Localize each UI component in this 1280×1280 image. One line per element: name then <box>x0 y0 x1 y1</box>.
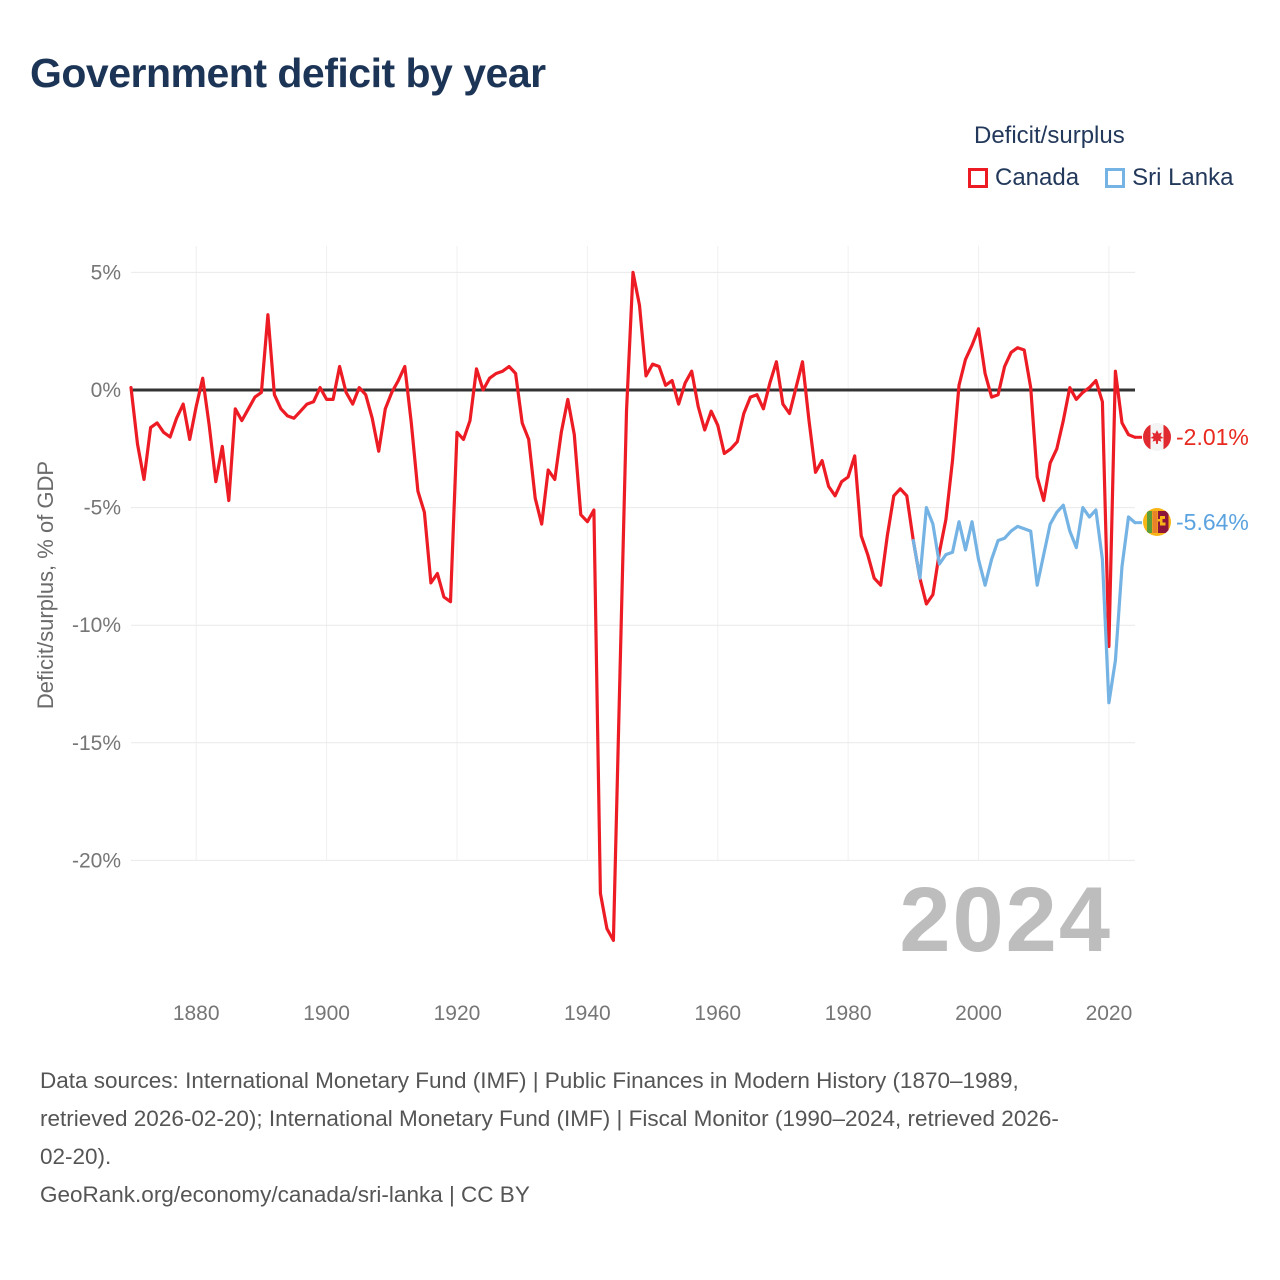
sri-lanka-line[interactable] <box>913 505 1135 703</box>
canada-flag-icon <box>1141 421 1173 453</box>
x-tick-label: 1900 <box>303 1002 350 1025</box>
canada-line[interactable] <box>131 272 1135 940</box>
data-sources-line-3: 02-20). <box>40 1144 112 1169</box>
legend-label-srilanka: Sri Lanka <box>1132 164 1234 191</box>
legend-item-canada[interactable] <box>968 164 1079 192</box>
data-sources-line-2: retrieved 2026-02-20); International Monetary Fund (IMF) | Fiscal Monitor (1990–2024, retrieved 2026- <box>40 1106 1059 1131</box>
x-tick-label: 1960 <box>694 1002 742 1025</box>
watermark-year: 2024 <box>899 869 1112 971</box>
sri-lanka-end-label <box>1141 506 1249 538</box>
legend-items <box>968 164 1260 192</box>
canada-end-value: -2.01% <box>1176 423 1249 450</box>
x-tick-label: 2000 <box>955 1002 1002 1025</box>
chart-legend <box>968 122 1260 192</box>
sri-lanka-flag-icon <box>1141 506 1173 538</box>
x-tick-label: 1880 <box>172 1002 220 1025</box>
canada-swatch-icon <box>968 168 988 188</box>
x-tick-label: 2020 <box>1085 1002 1133 1025</box>
y-tick-label: -10% <box>71 614 121 638</box>
data-sources-line-1: Data sources: International Monetary Fund (IMF) | Public Finances in Modern History (1870–1989, <box>40 1068 1019 1093</box>
legend-title: Deficit/surplus <box>974 122 1125 149</box>
y-tick-label: -20% <box>71 849 121 873</box>
y-axis-title: Deficit/surplus, % of GDP <box>33 460 58 710</box>
x-tick-label: 1980 <box>824 1002 872 1025</box>
sri-lanka-swatch-icon <box>1105 168 1125 188</box>
x-tick-label: 1920 <box>433 1002 481 1025</box>
page-title: Government deficit by year <box>30 50 546 96</box>
y-tick-label: -5% <box>83 496 121 520</box>
footer <box>40 1062 1245 1214</box>
y-tick-label: 0% <box>90 379 121 402</box>
y-tick-label: 5% <box>90 261 121 285</box>
canada-end-label <box>1141 421 1249 453</box>
x-tick-label: 1940 <box>564 1002 611 1025</box>
legend-item-srilanka[interactable] <box>1105 164 1233 192</box>
y-tick-label: -15% <box>71 731 121 755</box>
georank-credit-link[interactable]: GeoRank.org/economy/canada/sri-lanka | CC BY <box>40 1182 530 1207</box>
legend-label-canada: Canada <box>995 164 1080 191</box>
sri-lanka-end-value: -5.64% <box>1176 508 1249 535</box>
